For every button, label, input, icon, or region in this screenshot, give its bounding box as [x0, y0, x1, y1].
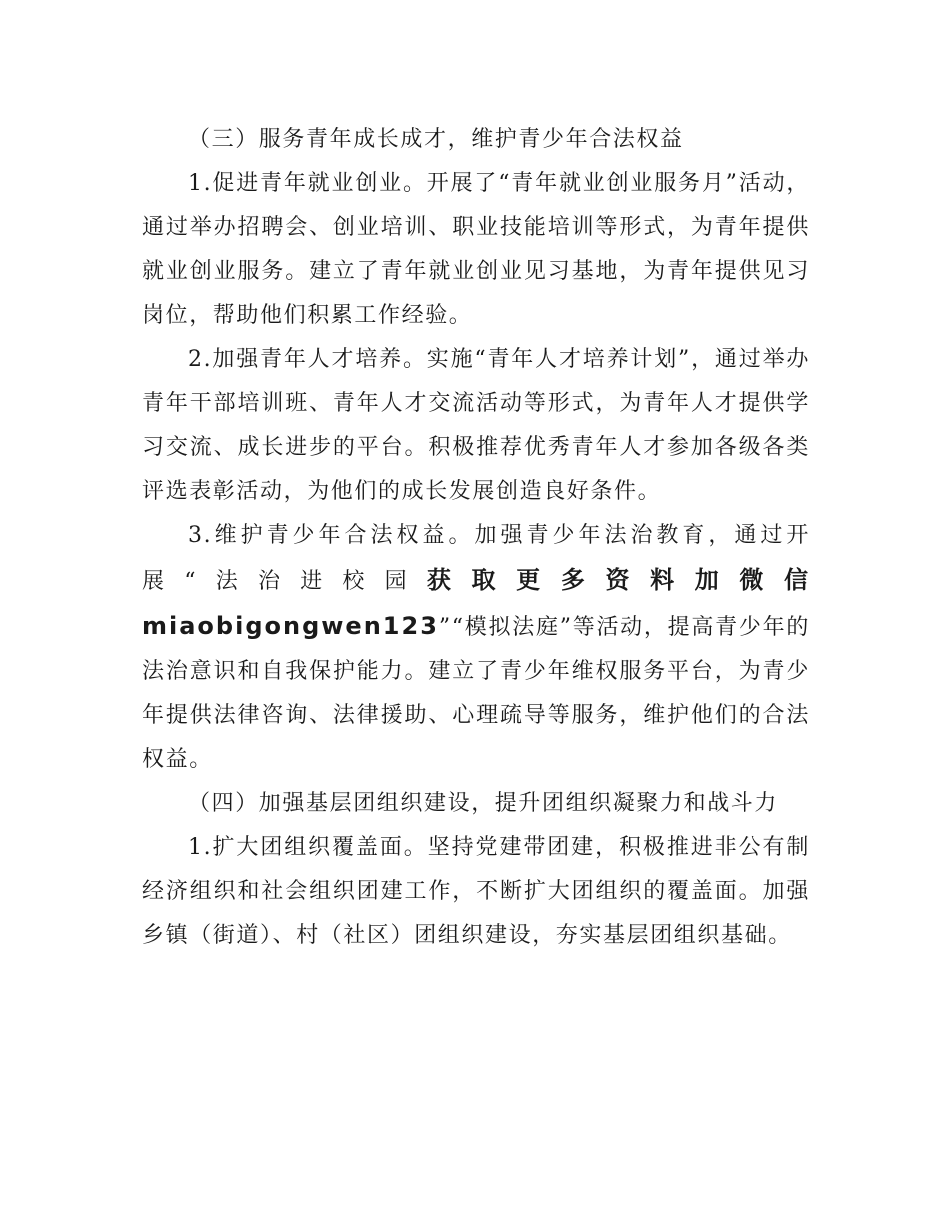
- paragraph-rights-text-start: 3.维护青少年合法权益。加强青少年法治教育，通过开展“法治进校园: [142, 523, 810, 594]
- paragraph-talent: 2.加强青年人才培养。实施“青年人才培养计划”，通过举办青年干部培训班、青年人才交流活动等形式，为青年人才提供学习交流、成长进步的平台。积极推荐优秀青年人才参加各级各类评选表彰活动，为他们的成长发展创造良好条件。: [142, 347, 810, 504]
- paragraph-rights-text-end: ”“模拟法庭”等活动，提高青少年的法治意识和自我保护能力。建立了青少年维权服务平台，为青少年提供法律咨询、法律援助、心理疏导等服务，维护他们的合法权益。: [142, 615, 810, 772]
- section-heading-3: （三）服务青年成长成才，维护青少年合法权益: [188, 127, 684, 152]
- paragraph-coverage: 1.扩大团组织覆盖面。坚持党建带团建，积极推进非公有制经济组织和社会组织团建工作，不断扩大团组织的覆盖面。加强乡镇（街道）、村（社区）团组织建设，夯实基层团组织基础。: [142, 835, 810, 948]
- section-heading-4: （四）加强基层团组织建设，提升团组织凝聚力和战斗力: [188, 791, 779, 816]
- document-body: [142, 118, 810, 958]
- paragraph-employment: 1.促进青年就业创业。开展了“青年就业创业服务月”活动，通过举办招聘会、创业培训、职业技能培训等形式，为青年提供就业创业服务。建立了青年就业创业见习基地，为青年提供见习岗位，帮助他们积累工作经验。: [142, 171, 810, 328]
- paragraph-rights: [142, 514, 810, 782]
- watermark-text: 获取更多资料加微信miaobigongwen123: [142, 566, 810, 640]
